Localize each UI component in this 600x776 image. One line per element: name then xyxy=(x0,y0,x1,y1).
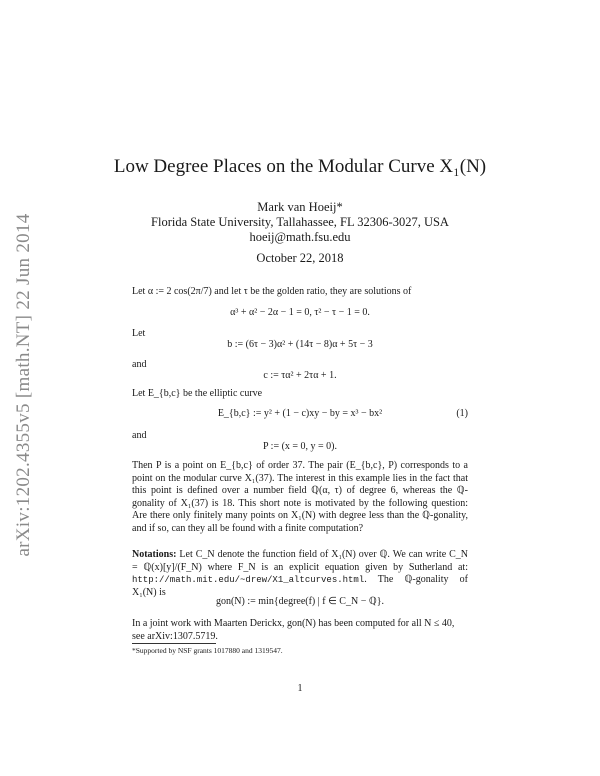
paragraph-intro: Let α := 2 cos(2π/7) and let τ be the golden ratio, they are solutions of xyxy=(132,286,412,297)
paragraph-joint-work: In a joint work with Maarten Derickx, gon(N) has been computed for all N ≤ 40, see arXiv:1307.5719. xyxy=(132,618,455,642)
email: hoeij@math.fsu.edu xyxy=(249,230,351,244)
page-number: 1 xyxy=(297,683,303,694)
footnote-rule xyxy=(132,643,216,644)
paper-title: Low Degree Places on the Modular Curve X₁(N) xyxy=(113,156,487,177)
paragraph-elliptic-curve: Let E_{b,c} be the elliptic curve xyxy=(132,388,263,399)
date: October 22, 2018 xyxy=(256,251,344,265)
sutherland-url-link[interactable]: http://math.mit.edu/~drew/X1_altcurves.html xyxy=(132,575,365,586)
paragraph-notations xyxy=(132,549,468,599)
text-let: Let xyxy=(132,328,146,339)
text-and-2: and xyxy=(132,430,147,441)
footnote: *Supported by NSF grants 1017880 and 1319547. xyxy=(132,646,283,655)
text-and-1: and xyxy=(132,359,147,370)
arxiv-identifier: arXiv:1202.4355v5 [math.NT] 22 Jun 2014 xyxy=(13,213,34,557)
affiliation: Florida State University, Tallahassee, FL 32306-3027, USA xyxy=(151,215,449,229)
author: Mark van Hoeij* xyxy=(257,200,343,214)
notations-label: Notations: xyxy=(132,549,177,560)
paragraph-motivation: Then P is a point on E_{b,c} of order 37. The pair (E_{b,c}, P) corresponds to a point on the modular curve X₁(37). The interest in this example lies in the fact that this point is defined over a number field ℚ(α, τ) of degree 6, whereas the ℚ-gonality of X₁(37) is 18. This short note is motivated by the following question: Are there only finitely many points on X₁(N) with degree less than the ℚ-gonality, and if so, can they all be found with a finite computation? xyxy=(132,460,468,534)
equation-number: (1) xyxy=(456,408,468,419)
notations-text-b: . The ℚ-gonality of X₁(N) is xyxy=(132,574,468,598)
equation-gonality: gon(N) := min{degree(f) | f ∈ C_N − ℚ}. xyxy=(215,596,385,607)
equation-point-p: P := (x = 0, y = 0). xyxy=(262,441,338,452)
equation-elliptic-curve xyxy=(132,408,468,419)
equation-minimal-polynomials: α³ + α² − 2α − 1 = 0, τ² − τ − 1 = 0. xyxy=(230,307,370,318)
notations-text-a: Let C_N denote the function field of X₁(N) over ℚ. We can write C_N = ℚ(x)[y]/(F_N) where F_N is an explicit equation given by Sutherland at: xyxy=(132,549,468,573)
equation-c: c := τα² + 2τα + 1. xyxy=(263,370,337,381)
equation-b: b := (6τ − 3)α² + (14τ − 8)α + 5τ − 3 xyxy=(227,339,373,350)
arxiv-sidebar xyxy=(4,185,44,585)
equation-elliptic-curve-body: E_{b,c} := y² + (1 − c)xy − by = x³ − bx² xyxy=(217,408,383,419)
